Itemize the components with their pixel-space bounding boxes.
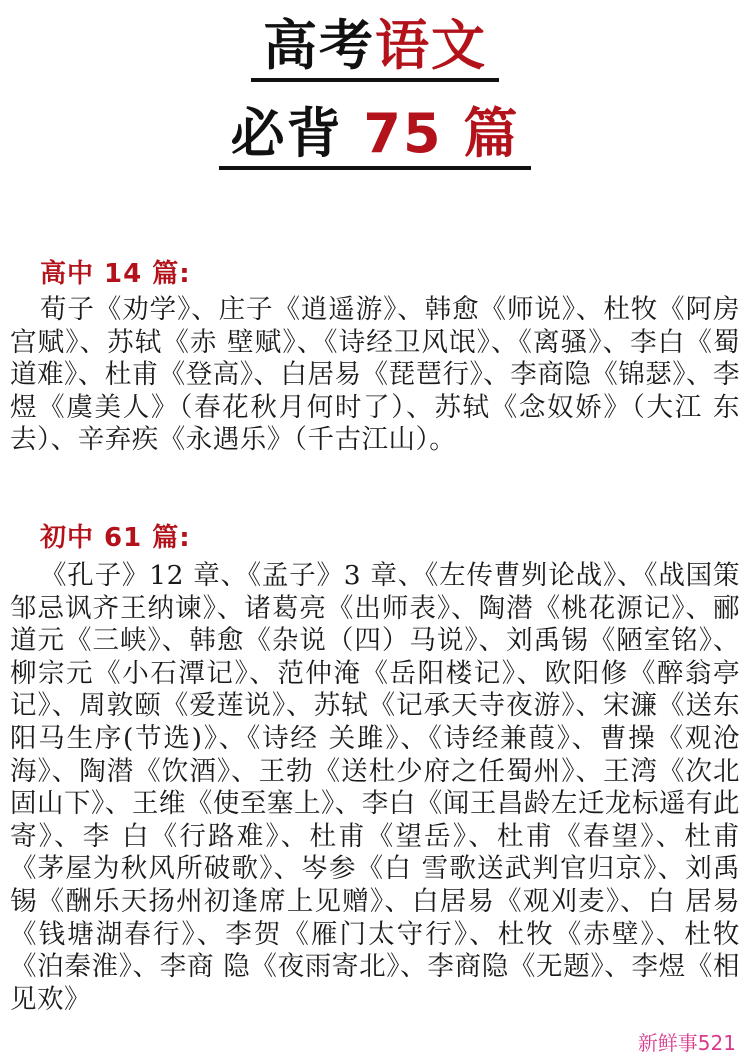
section-heading-junior-high: 初中 61 篇: [40, 523, 191, 553]
title-black-part: 高考 [263, 14, 375, 77]
section-text-junior-high: 《孔子》12 章、《孟子》3 章、《左传曹刿论战》、《战国策邹忌讽齐王纳谏》、诸葛亮《出师表》、陶潜《桃花源记》、郦道元《三峡》、韩愈《杂说（四）马说》、刘禹锡《陋室铭》、柳宗元《小石潭记》、范仲淹《岳阳楼记》、欧阳修《醉翁亭记》、周敦颐《爱莲说》、苏轼《记承天寺夜游》、宋濂《送东阳马生序(节选)》、《诗经 关雎》、《诗经兼葭》、曹操《观沧海》、陶潜《饮酒》、王勃《送杜少府之任蜀州》、王湾《次北固山下》、王维《使至塞上》、李白《闻王昌龄左迁龙标遥有此寄》、李 白《行路难》、杜甫《望岳》、杜甫《春望》、杜甫《茅屋为秋风所破歌》、岑参《白 雪歌送武判官归京》、刘禹锡《酬乐天扬州初逢席上见赠》、白居易《观刈麦》、白 居易《钱塘湖春行》、李贺《雁门太守行》、杜牧《赤壁》、杜牧《泊秦淮》、李商 隐《夜雨寄北》、李商隐《无题》、李煜《相见欢》 [10, 560, 740, 1015]
subtitle-red-part: 75 篇 [363, 102, 520, 165]
section-heading-senior-high: 高中 14 篇: [40, 259, 191, 289]
title-red-part: 语文 [375, 14, 487, 77]
watermark: 新鲜事521 [632, 1025, 742, 1058]
page-title-line-2 [0, 102, 750, 166]
section-text-senior-high: 荀子《劝学》、庄子《逍遥游》、韩愈《师说》、杜牧《阿房宫赋》、苏轼《赤 壁赋》、《诗经卫风氓》、《离骚》、李白《蜀道难》、杜甫《登高》、白居易《琵琶行》、李商隐《锦瑟》、李煜《虞美人》（春花秋月何时了）、苏轼《念奴娇》（大江 东去）、辛弃疾《永遇乐》（千古江山）。 [10, 294, 740, 456]
subtitle-black-part: 必背 [230, 102, 364, 165]
page-title-line-1 [0, 14, 750, 78]
